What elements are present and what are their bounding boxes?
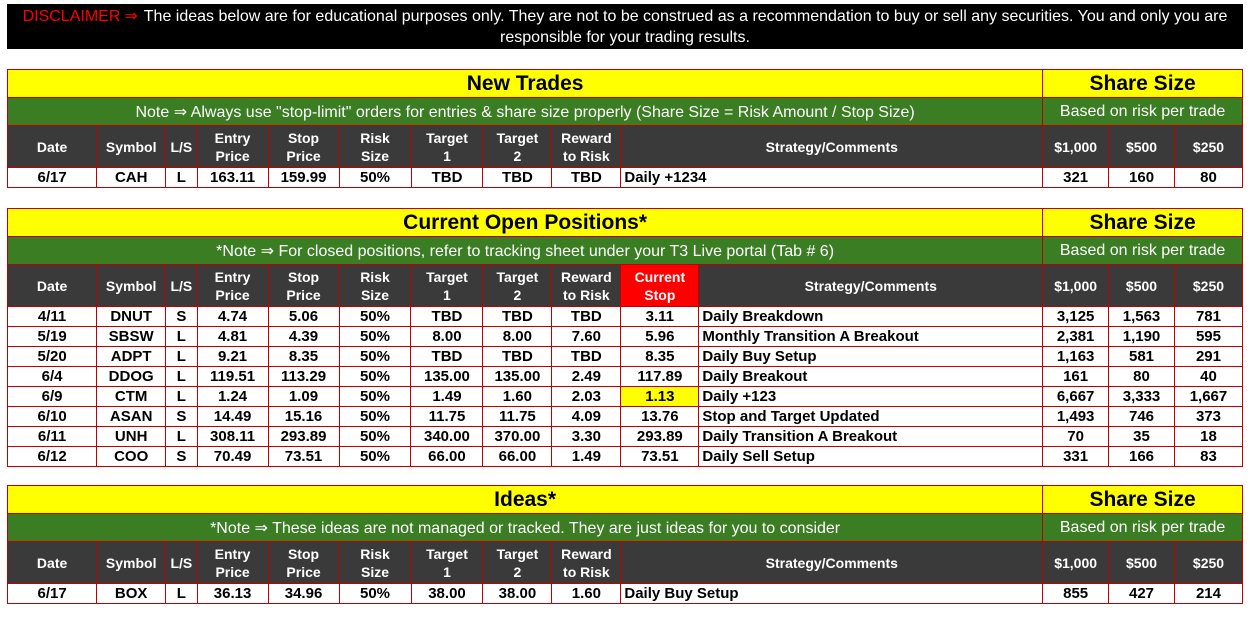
cell-date: 6/4 — [8, 367, 97, 387]
col-ls: L/S — [166, 265, 197, 307]
cell-cur: 1.13 — [621, 387, 699, 407]
col-entry-price: Entry Price — [197, 126, 268, 168]
cell-rr: TBD — [552, 347, 621, 367]
share-size-title: Share Size — [1043, 486, 1243, 514]
cell-symbol: DNUT — [97, 307, 166, 327]
cell-stop: 73.51 — [268, 447, 339, 467]
cell-t1: 38.00 — [411, 584, 483, 604]
cell-risk: 50% — [339, 168, 411, 188]
cell-ls: L — [166, 347, 197, 367]
cell-s500: 1,190 — [1109, 327, 1175, 347]
cell-s1000: 331 — [1043, 447, 1109, 467]
cell-date: 5/20 — [8, 347, 97, 367]
col-ls: L/S — [166, 126, 197, 168]
cell-t2: 135.00 — [483, 367, 552, 387]
cell-risk: 50% — [339, 367, 411, 387]
cell-s250: 18 — [1174, 427, 1242, 447]
cell-date: 6/11 — [8, 427, 97, 447]
disclaimer-text: The ideas below are for educational purposes only. They are not to be construed as a recommendation to buy or sell any securities. You and only you are responsible for your trading results. — [143, 8, 1228, 46]
cell-stop: 34.96 — [268, 584, 339, 604]
cell-s500: 80 — [1109, 367, 1175, 387]
cell-strategy: Daily Breakdown — [699, 307, 1043, 327]
cell-stop: 4.39 — [268, 327, 339, 347]
share-size-note: Based on risk per trade — [1043, 98, 1243, 126]
cell-entry: 119.51 — [197, 367, 268, 387]
cell-risk: 50% — [339, 347, 411, 367]
col-risk-size: Risk Size — [339, 265, 411, 307]
col-reward-to-risk: Reward to Risk — [552, 126, 621, 168]
cell-risk: 50% — [339, 407, 411, 427]
cell-date: 6/17 — [8, 584, 97, 604]
col-date: Date — [8, 542, 97, 584]
cell-s500: 160 — [1109, 168, 1175, 188]
cell-s250: 1,667 — [1174, 387, 1242, 407]
cell-s500: 427 — [1109, 584, 1175, 604]
cell-s1000: 70 — [1043, 427, 1109, 447]
cell-entry: 9.21 — [197, 347, 268, 367]
section-title: Current Open Positions* — [8, 209, 1043, 237]
col-strategy: Strategy/Comments — [621, 126, 1043, 168]
cell-ls: L — [166, 427, 197, 447]
cell-entry: 70.49 — [197, 447, 268, 467]
cell-t2: 1.60 — [483, 387, 552, 407]
cell-s1000: 1,163 — [1043, 347, 1109, 367]
cell-rr: 7.60 — [552, 327, 621, 347]
cell-rr: 2.49 — [552, 367, 621, 387]
cell-entry: 308.11 — [197, 427, 268, 447]
cell-s500: 35 — [1109, 427, 1175, 447]
cell-risk: 50% — [339, 327, 411, 347]
cell-rr: TBD — [552, 168, 621, 188]
cell-date: 4/11 — [8, 307, 97, 327]
cell-s250: 373 — [1174, 407, 1242, 427]
cell-entry: 36.13 — [197, 584, 268, 604]
cell-risk: 50% — [339, 387, 411, 407]
cell-symbol: CTM — [97, 387, 166, 407]
table-row — [8, 168, 1243, 188]
share-size-note: Based on risk per trade — [1043, 237, 1243, 265]
table-row — [8, 584, 1243, 604]
cell-s500: 581 — [1109, 347, 1175, 367]
cell-entry: 4.81 — [197, 327, 268, 347]
share-size-title: Share Size — [1043, 209, 1243, 237]
cell-symbol: UNH — [97, 427, 166, 447]
cell-s250: 40 — [1174, 367, 1242, 387]
col-target-1: Target 1 — [411, 126, 483, 168]
cell-date: 6/9 — [8, 387, 97, 407]
cell-s1000: 1,493 — [1043, 407, 1109, 427]
cell-entry: 14.49 — [197, 407, 268, 427]
cell-rr: 1.49 — [552, 447, 621, 467]
cell-s250: 214 — [1174, 584, 1242, 604]
cell-entry: 1.24 — [197, 387, 268, 407]
cell-cur: 13.76 — [621, 407, 699, 427]
share-size-note: Based on risk per trade — [1043, 514, 1243, 542]
table-row — [8, 347, 1243, 367]
col-risk-size: Risk Size — [339, 542, 411, 584]
cell-entry: 4.74 — [197, 307, 268, 327]
cell-ls: L — [166, 168, 197, 188]
cell-s1000: 3,125 — [1043, 307, 1109, 327]
col-share-250: $250 — [1174, 126, 1242, 168]
table-row — [8, 447, 1243, 467]
cell-stop: 8.35 — [268, 347, 339, 367]
cell-symbol: CAH — [97, 168, 166, 188]
cell-strategy: Daily Breakout — [699, 367, 1043, 387]
col-symbol: Symbol — [97, 126, 166, 168]
col-date: Date — [8, 126, 97, 168]
cell-stop: 159.99 — [268, 168, 339, 188]
cell-risk: 50% — [339, 584, 411, 604]
cell-ls: L — [166, 327, 197, 347]
col-stop-price: Stop Price — [268, 126, 339, 168]
col-target-2: Target 2 — [483, 542, 552, 584]
col-entry-price: Entry Price — [197, 265, 268, 307]
col-ls: L/S — [166, 542, 197, 584]
col-share-1000: $1,000 — [1043, 126, 1109, 168]
cell-s1000: 161 — [1043, 367, 1109, 387]
col-strategy: Strategy/Comments — [621, 542, 1043, 584]
cell-t1: 66.00 — [411, 447, 483, 467]
col-symbol: Symbol — [97, 542, 166, 584]
cell-strategy: Daily Transition A Breakout — [699, 427, 1043, 447]
cell-stop: 113.29 — [268, 367, 339, 387]
cell-s250: 291 — [1174, 347, 1242, 367]
cell-t1: 1.49 — [411, 387, 483, 407]
col-share-1000: $1,000 — [1043, 542, 1109, 584]
cell-s1000: 6,667 — [1043, 387, 1109, 407]
cell-date: 6/10 — [8, 407, 97, 427]
section-title: Ideas* — [8, 486, 1043, 514]
cell-s1000: 321 — [1043, 168, 1109, 188]
col-stop-price: Stop Price — [268, 265, 339, 307]
cell-date: 6/17 — [8, 168, 97, 188]
col-share-500: $500 — [1109, 265, 1175, 307]
cell-stop: 15.16 — [268, 407, 339, 427]
cell-strategy: Daily Buy Setup — [699, 347, 1043, 367]
cell-s500: 3,333 — [1109, 387, 1175, 407]
table-row — [8, 327, 1243, 347]
table-row — [8, 307, 1243, 327]
table-row — [8, 367, 1243, 387]
cell-s250: 595 — [1174, 327, 1242, 347]
col-date: Date — [8, 265, 97, 307]
table-row — [8, 427, 1243, 447]
cell-ls: L — [166, 387, 197, 407]
col-risk-size: Risk Size — [339, 126, 411, 168]
cell-symbol: SBSW — [97, 327, 166, 347]
cell-s500: 746 — [1109, 407, 1175, 427]
section-note: Note ⇒ Always use "stop-limit" orders for entries & share size properly (Share Size = Risk Amount / Stop Size) — [8, 98, 1043, 126]
section-title: New Trades — [8, 70, 1043, 98]
cell-t1: 340.00 — [411, 427, 483, 447]
cell-risk: 50% — [339, 447, 411, 467]
cell-t1: TBD — [411, 168, 483, 188]
cell-t2: 66.00 — [483, 447, 552, 467]
cell-t2: 11.75 — [483, 407, 552, 427]
cell-s500: 166 — [1109, 447, 1175, 467]
col-target-2: Target 2 — [483, 126, 552, 168]
cell-t2: TBD — [483, 168, 552, 188]
cell-s1000: 855 — [1043, 584, 1109, 604]
cell-t2: TBD — [483, 307, 552, 327]
col-symbol: Symbol — [97, 265, 166, 307]
cell-stop: 5.06 — [268, 307, 339, 327]
cell-strategy: Daily +123 — [699, 387, 1043, 407]
cell-risk: 50% — [339, 427, 411, 447]
cell-t1: 135.00 — [411, 367, 483, 387]
open-positions-table — [7, 208, 1243, 467]
cell-symbol: BOX — [97, 584, 166, 604]
cell-cur: 293.89 — [621, 427, 699, 447]
cell-rr: TBD — [552, 307, 621, 327]
col-target-2: Target 2 — [483, 265, 552, 307]
col-share-500: $500 — [1109, 542, 1175, 584]
col-reward-to-risk: Reward to Risk — [552, 542, 621, 584]
cell-cur: 117.89 — [621, 367, 699, 387]
cell-symbol: ADPT — [97, 347, 166, 367]
cell-s250: 781 — [1174, 307, 1242, 327]
col-share-1000: $1,000 — [1043, 265, 1109, 307]
cell-risk: 50% — [339, 307, 411, 327]
cell-stop: 1.09 — [268, 387, 339, 407]
col-target-1: Target 1 — [411, 542, 483, 584]
cell-strategy: Daily +1234 — [621, 168, 1043, 188]
cell-symbol: DDOG — [97, 367, 166, 387]
col-share-250: $250 — [1174, 265, 1242, 307]
cell-rr: 2.03 — [552, 387, 621, 407]
col-strategy: Strategy/Comments — [699, 265, 1043, 307]
ideas-table — [7, 485, 1243, 604]
col-reward-to-risk: Reward to Risk — [552, 265, 621, 307]
cell-date: 5/19 — [8, 327, 97, 347]
cell-stop: 293.89 — [268, 427, 339, 447]
cell-s250: 80 — [1174, 168, 1242, 188]
cell-ls: S — [166, 407, 197, 427]
cell-cur: 73.51 — [621, 447, 699, 467]
col-stop-price: Stop Price — [268, 542, 339, 584]
cell-strategy: Daily Buy Setup — [621, 584, 1043, 604]
cell-s250: 83 — [1174, 447, 1242, 467]
cell-t2: 8.00 — [483, 327, 552, 347]
cell-entry: 163.11 — [197, 168, 268, 188]
cell-ls: L — [166, 584, 197, 604]
cell-ls: S — [166, 447, 197, 467]
disclaimer-label: DISCLAIMER — [22, 8, 121, 25]
cell-date: 6/12 — [8, 447, 97, 467]
section-note: *Note ⇒ For closed positions, refer to tracking sheet under your T3 Live portal (Tab # 6) — [8, 237, 1043, 265]
new-trades-table — [7, 69, 1243, 188]
col-entry-price: Entry Price — [197, 542, 268, 584]
col-current-stop: Current Stop — [621, 265, 699, 307]
arrow-icon: ⇒ — [124, 8, 138, 25]
cell-s500: 1,563 — [1109, 307, 1175, 327]
cell-strategy: Monthly Transition A Breakout — [699, 327, 1043, 347]
cell-rr: 4.09 — [552, 407, 621, 427]
share-size-title: Share Size — [1043, 70, 1243, 98]
cell-rr: 1.60 — [552, 584, 621, 604]
disclaimer-banner — [7, 4, 1243, 49]
table-row — [8, 387, 1243, 407]
cell-t1: 11.75 — [411, 407, 483, 427]
cell-cur: 8.35 — [621, 347, 699, 367]
cell-rr: 3.30 — [552, 427, 621, 447]
cell-t2: 38.00 — [483, 584, 552, 604]
cell-t1: TBD — [411, 307, 483, 327]
col-target-1: Target 1 — [411, 265, 483, 307]
cell-cur: 5.96 — [621, 327, 699, 347]
col-share-250: $250 — [1174, 542, 1242, 584]
cell-t1: 8.00 — [411, 327, 483, 347]
cell-s1000: 2,381 — [1043, 327, 1109, 347]
col-share-500: $500 — [1109, 126, 1175, 168]
section-note: *Note ⇒ These ideas are not managed or tracked. They are just ideas for you to consider — [8, 514, 1043, 542]
table-row — [8, 407, 1243, 427]
cell-strategy: Daily Sell Setup — [699, 447, 1043, 467]
cell-symbol: ASAN — [97, 407, 166, 427]
cell-ls: S — [166, 307, 197, 327]
cell-strategy: Stop and Target Updated — [699, 407, 1043, 427]
cell-t1: TBD — [411, 347, 483, 367]
cell-cur: 3.11 — [621, 307, 699, 327]
cell-symbol: COO — [97, 447, 166, 467]
cell-t2: TBD — [483, 347, 552, 367]
cell-t2: 370.00 — [483, 427, 552, 447]
cell-ls: L — [166, 367, 197, 387]
